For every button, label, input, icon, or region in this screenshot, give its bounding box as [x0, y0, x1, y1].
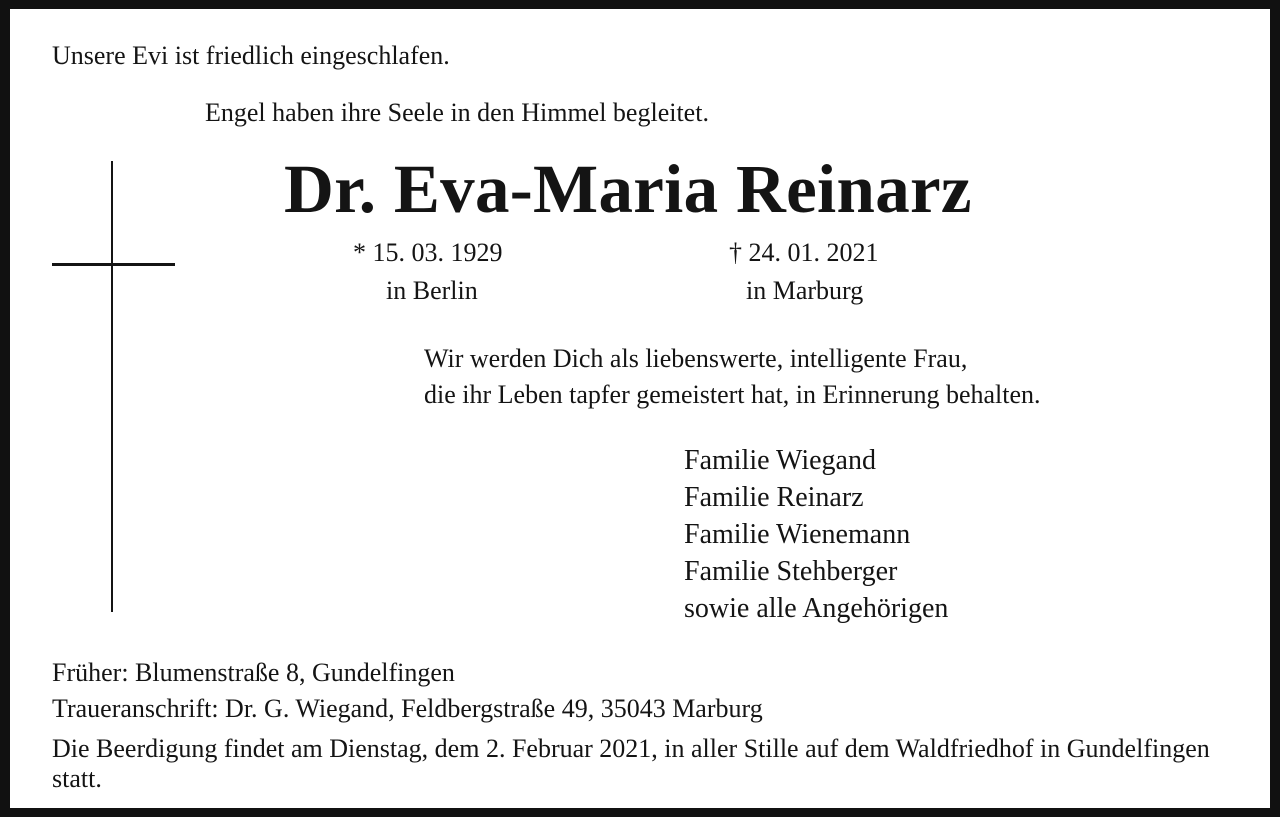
signature-item: Familie Stehberger — [684, 556, 898, 587]
death-place: in Marburg — [746, 276, 864, 305]
remembrance-line: die ihr Leben tapfer gemeistert hat, in Erinnerung behalten. — [424, 380, 1041, 409]
deceased-name: Dr. Eva-Maria Reinarz — [284, 151, 972, 227]
cross-horizontal-bar — [52, 263, 175, 266]
funeral-info: Die Beerdigung findet am Dienstag, dem 2. Februar 2021, in aller Stille auf dem Waldfriedhof in Gundelfingen statt. — [52, 734, 1210, 793]
signature-item: Familie Wiegand — [684, 445, 876, 476]
cross-vertical-bar — [111, 161, 113, 612]
intro-line: Unsere Evi ist friedlich eingeschlafen. — [52, 41, 450, 70]
birth-place: in Berlin — [386, 276, 478, 305]
death-date: † 24. 01. 2021 — [729, 238, 879, 267]
signature-item: Familie Wienemann — [684, 519, 911, 550]
signature-item: sowie alle Angehörigen — [684, 593, 949, 624]
angel-line: Engel haben ihre Seele in den Himmel begleitet. — [205, 98, 709, 127]
birth-date: * 15. 03. 1929 — [353, 238, 503, 267]
signature-item: Familie Reinarz — [684, 482, 864, 513]
remembrance-line: Wir werden Dich als liebenswerte, intelligente Frau, — [424, 344, 968, 373]
signature-list — [684, 442, 948, 627]
mourning-address: Traueranschrift: Dr. G. Wiegand, Feldbergstraße 49, 35043 Marburg — [52, 694, 763, 723]
former-address: Früher: Blumenstraße 8, Gundelfingen — [52, 658, 455, 687]
